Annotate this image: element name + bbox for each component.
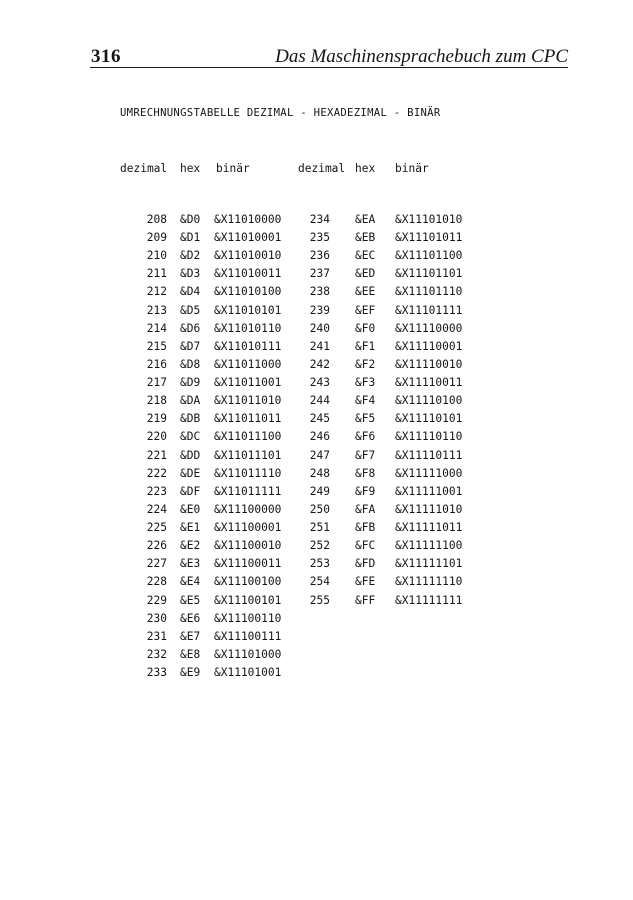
conversion-table-right [0, 211, 633, 691]
decimal-value: 245 [309, 412, 330, 426]
table-row [0, 573, 633, 591]
binary-value: &X11010011 [214, 267, 282, 281]
decimal-value: 230 [146, 611, 167, 625]
hex-value: &DA [180, 394, 201, 408]
table-row [0, 338, 633, 356]
decimal-value: 223 [146, 484, 167, 498]
hex-value: &D8 [180, 357, 201, 371]
decimal-value: 252 [309, 539, 330, 553]
hex-value: &D0 [180, 213, 201, 226]
table-row [0, 537, 633, 555]
table-row [0, 410, 633, 428]
hex-value: &EB [355, 231, 376, 245]
decimal-value: 228 [146, 575, 167, 589]
binary-value: &X11110000 [395, 321, 463, 335]
column-header-hex-right: hex [355, 162, 376, 175]
table-row [0, 501, 633, 519]
hex-value: &EF [355, 303, 376, 317]
decimal-value: 247 [309, 448, 330, 462]
binary-value: &X11100011 [214, 557, 282, 571]
column-header-binary-left: binär [216, 162, 250, 175]
decimal-value: 229 [146, 593, 167, 607]
decimal-value: 213 [146, 303, 167, 317]
page-number: 316 [91, 46, 121, 67]
binary-value: &X11101101 [395, 267, 463, 281]
hex-value: &D6 [180, 321, 201, 335]
hex-value: &EC [355, 249, 376, 263]
hex-value: &EA [355, 213, 376, 226]
binary-value: &X11111010 [395, 502, 463, 516]
decimal-value: 221 [146, 448, 167, 462]
table-row [0, 374, 633, 392]
hex-value: &F2 [355, 357, 376, 371]
binary-value: &X11111001 [395, 484, 463, 498]
binary-value: &X11011111 [214, 484, 282, 498]
binary-value: &X11101001 [214, 666, 282, 679]
binary-value: &X11111000 [395, 466, 463, 480]
binary-value: &X11111100 [395, 539, 463, 553]
decimal-value: 225 [146, 521, 167, 535]
binary-value: &X11010100 [214, 285, 282, 299]
table-row [0, 283, 633, 301]
binary-value: &X11010000 [214, 213, 282, 226]
hex-value: &FD [355, 557, 376, 571]
hex-value: &E3 [180, 557, 201, 571]
decimal-value: 235 [309, 231, 330, 245]
hex-value: &D5 [180, 303, 201, 317]
decimal-value: 243 [309, 376, 330, 390]
decimal-value: 242 [309, 357, 330, 371]
binary-value: &X11101110 [395, 285, 463, 299]
hex-value: &DF [180, 484, 201, 498]
hex-value: &F3 [355, 376, 376, 390]
hex-value: &E4 [180, 575, 201, 589]
decimal-value: 239 [309, 303, 330, 317]
decimal-value: 218 [146, 394, 167, 408]
binary-value: &X11110111 [395, 448, 463, 462]
hex-value: &F8 [355, 466, 376, 480]
binary-value: &X11101111 [395, 303, 463, 317]
hex-value: &EE [355, 285, 376, 299]
binary-value: &X11011000 [214, 357, 282, 371]
hex-value: &E7 [180, 629, 201, 643]
decimal-value: 227 [146, 557, 167, 571]
hex-value: &E8 [180, 647, 201, 661]
table-row [0, 555, 633, 573]
binary-value: &X11011110 [214, 466, 282, 480]
hex-value: &FE [355, 575, 376, 589]
table-row [0, 302, 633, 320]
hex-value: &F1 [355, 339, 376, 353]
binary-value: &X11101010 [395, 213, 463, 226]
decimal-value: 226 [146, 539, 167, 553]
table-row [0, 229, 633, 247]
decimal-value: 248 [309, 466, 330, 480]
hex-value: &F4 [355, 394, 376, 408]
hex-value: &E9 [180, 666, 201, 679]
hex-value: &FF [355, 593, 376, 607]
binary-value: &X11100101 [214, 593, 282, 607]
decimal-value: 237 [309, 267, 330, 281]
binary-value: &X11101011 [395, 231, 463, 245]
column-header-decimal-left: dezimal [120, 162, 168, 175]
binary-value: &X11110010 [395, 357, 463, 371]
decimal-value: 214 [146, 321, 167, 335]
binary-value: &X11010010 [214, 249, 282, 263]
binary-value: &X11110101 [395, 412, 463, 426]
binary-value: &X11011001 [214, 376, 282, 390]
decimal-value: 240 [309, 321, 330, 335]
decimal-value: 209 [146, 231, 167, 245]
binary-value: &X11010101 [214, 303, 282, 317]
decimal-value: 222 [146, 466, 167, 480]
binary-value: &X11101100 [395, 249, 463, 263]
column-header-hex-left: hex [180, 162, 201, 175]
binary-value: &X11011010 [214, 394, 282, 408]
binary-value: &X11100010 [214, 539, 282, 553]
hex-value: &D4 [180, 285, 201, 299]
decimal-value: 244 [309, 394, 330, 408]
table-row [0, 320, 633, 338]
hex-value: &D3 [180, 267, 201, 281]
binary-value: &X11100100 [214, 575, 282, 589]
decimal-value: 219 [146, 412, 167, 426]
decimal-value: 231 [146, 629, 167, 643]
hex-value: &ED [355, 267, 376, 281]
hex-value: &F0 [355, 321, 376, 335]
table-row [0, 592, 633, 610]
decimal-value: 212 [146, 285, 167, 299]
hex-value: &FA [355, 502, 376, 516]
decimal-value: 220 [146, 430, 167, 444]
decimal-value: 216 [146, 357, 167, 371]
decimal-value: 249 [309, 484, 330, 498]
hex-value: &E2 [180, 539, 201, 553]
hex-value: &D9 [180, 376, 201, 390]
binary-value: &X11111101 [395, 557, 463, 571]
decimal-value: 208 [146, 213, 167, 226]
binary-value: &X11111111 [395, 593, 463, 607]
binary-value: &X11100000 [214, 502, 282, 516]
hex-value: &F9 [355, 484, 376, 498]
decimal-value: 234 [309, 213, 330, 226]
binary-value: &X11110110 [395, 430, 463, 444]
binary-value: &X11010111 [214, 339, 282, 353]
decimal-value: 236 [309, 249, 330, 263]
decimal-value: 232 [146, 647, 167, 661]
decimal-value: 246 [309, 430, 330, 444]
table-row [0, 392, 633, 410]
table-row [0, 247, 633, 265]
binary-value: &X11010001 [214, 231, 282, 245]
decimal-value: 211 [146, 267, 167, 281]
decimal-value: 224 [146, 502, 167, 516]
binary-value: &X11110011 [395, 376, 463, 390]
table-row [0, 519, 633, 537]
header-rule [90, 67, 568, 68]
table-row [0, 483, 633, 501]
binary-value: &X11111110 [395, 575, 463, 589]
hex-value: &DD [180, 448, 201, 462]
table-row [0, 211, 633, 229]
decimal-value: 217 [146, 376, 167, 390]
decimal-value: 215 [146, 339, 167, 353]
binary-value: &X11100001 [214, 521, 282, 535]
binary-value: &X11100110 [214, 611, 282, 625]
binary-value: &X11101000 [214, 647, 282, 661]
table-row [0, 447, 633, 465]
hex-value: &DE [180, 466, 201, 480]
book-title: Das Maschinensprachebuch zum CPC [275, 46, 568, 67]
binary-value: &X11111011 [395, 521, 463, 535]
hex-value: &F6 [355, 430, 376, 444]
decimal-value: 250 [309, 502, 330, 516]
hex-value: &F7 [355, 448, 376, 462]
decimal-value: 255 [309, 593, 330, 607]
hex-value: &D1 [180, 231, 201, 245]
binary-value: &X11010110 [214, 321, 282, 335]
binary-value: &X11110100 [395, 394, 463, 408]
column-header-binary-right: binär [395, 162, 429, 175]
binary-value: &X11110001 [395, 339, 463, 353]
table-row [0, 356, 633, 374]
hex-value: &E1 [180, 521, 201, 535]
binary-value: &X11011101 [214, 448, 282, 462]
hex-value: &E6 [180, 611, 201, 625]
decimal-value: 233 [146, 666, 167, 679]
hex-value: &F5 [355, 412, 376, 426]
hex-value: &D2 [180, 249, 201, 263]
hex-value: &FB [355, 521, 376, 535]
hex-value: &D7 [180, 339, 201, 353]
decimal-value: 210 [146, 249, 167, 263]
binary-value: &X11011011 [214, 412, 282, 426]
hex-value: &DC [180, 430, 201, 444]
decimal-value: 241 [309, 339, 330, 353]
hex-value: &FC [355, 539, 376, 553]
table-row [0, 465, 633, 483]
hex-value: &DB [180, 412, 201, 426]
decimal-value: 238 [309, 285, 330, 299]
table-row [0, 428, 633, 446]
table-title: UMRECHNUNGSTABELLE DEZIMAL - HEXADEZIMAL - BINÄR [120, 107, 441, 119]
binary-value: &X11011100 [214, 430, 282, 444]
decimal-value: 254 [309, 575, 330, 589]
hex-value: &E0 [180, 502, 201, 516]
decimal-value: 251 [309, 521, 330, 535]
table-row [0, 265, 633, 283]
binary-value: &X11100111 [214, 629, 282, 643]
column-header-decimal-right: dezimal [298, 162, 346, 175]
decimal-value: 253 [309, 557, 330, 571]
hex-value: &E5 [180, 593, 201, 607]
